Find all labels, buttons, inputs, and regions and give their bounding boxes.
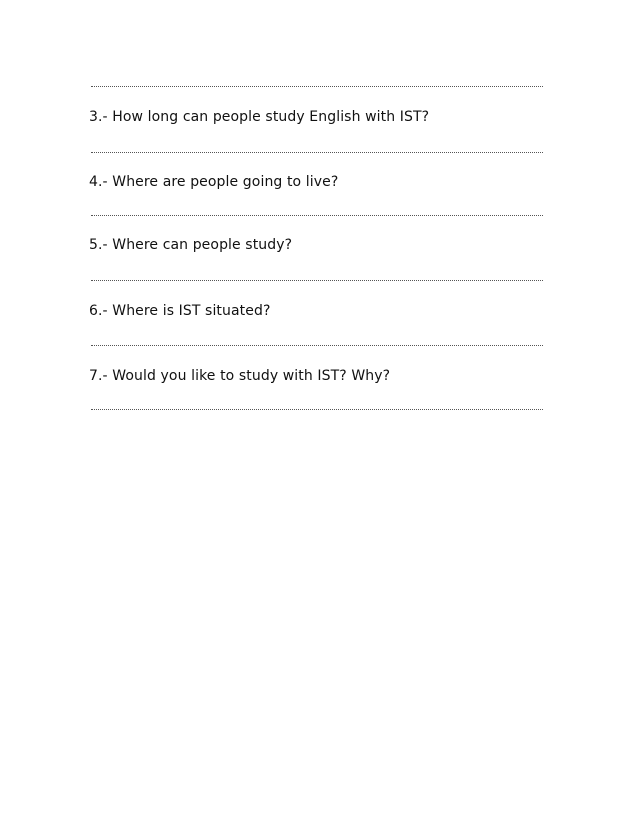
answer-line bbox=[91, 86, 543, 87]
question-5: 5.- Where can people study? bbox=[89, 237, 293, 253]
answer-line bbox=[91, 345, 543, 346]
answer-line bbox=[91, 280, 543, 281]
question-6: 6.- Where is IST situated? bbox=[89, 303, 271, 319]
question-7: 7.- Would you like to study with IST? Why? bbox=[89, 368, 391, 384]
question-4: 4.- Where are people going to live? bbox=[89, 174, 339, 190]
answer-line bbox=[91, 215, 543, 216]
answer-line bbox=[91, 152, 543, 153]
answer-line bbox=[91, 409, 543, 410]
question-3: 3.- How long can people study English with IST? bbox=[89, 109, 430, 125]
